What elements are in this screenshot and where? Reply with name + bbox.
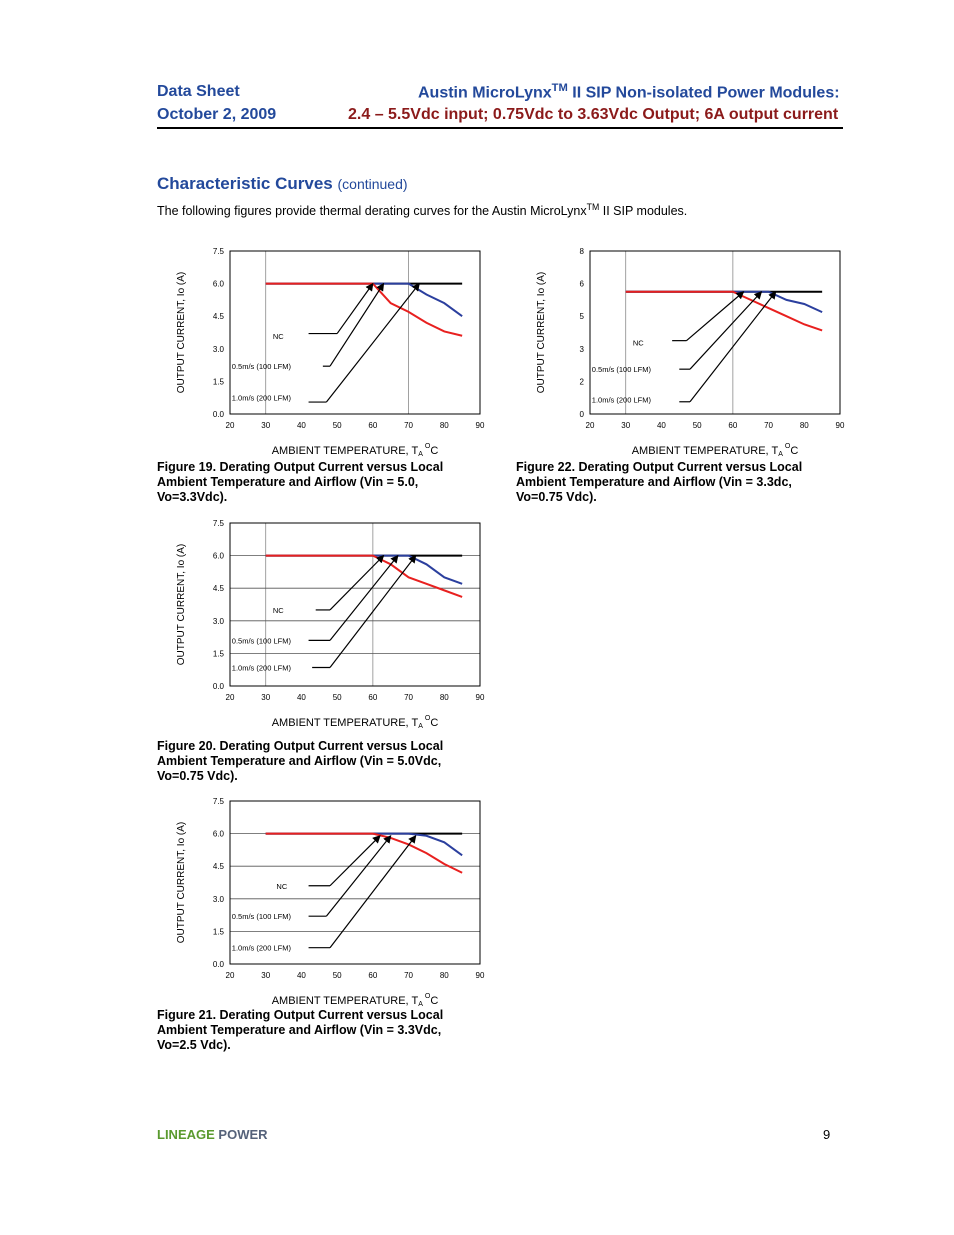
x-axis-label-main: AMBIENT TEMPERATURE, T: [271, 995, 419, 1007]
arrow-100lfm: [326, 836, 390, 916]
x-tick-label-0: 20: [225, 693, 235, 702]
arrow-100lfm: [690, 292, 761, 369]
chart-figure-19: [150, 240, 490, 460]
x-tick-label-0: 20: [225, 421, 235, 430]
chart-figure-20: [150, 512, 490, 734]
y-axis-label: OUTPUT CURRENT, Io (A): [176, 821, 187, 944]
y-tick-label-4: 6.0: [212, 829, 224, 839]
x-tick-label-0: 20: [585, 421, 595, 430]
x-axis-label-degree: O: [424, 993, 431, 1000]
x-tick-label-6: 80: [799, 421, 809, 430]
y-tick-label-4: 6: [579, 279, 584, 289]
x-axis-label-subscript: A: [418, 1001, 423, 1008]
x-tick-label-6: 80: [439, 971, 449, 980]
intro-suffix: II SIP modules.: [599, 204, 688, 219]
y-tick-label-1: 2: [579, 377, 584, 387]
y-tick-label-3: 4.5: [212, 862, 224, 872]
footer-brand-lineage: LINEAGE: [157, 1127, 215, 1142]
header-tm: TM: [551, 82, 568, 94]
chart-figure-22: [510, 240, 850, 460]
header-date: October 2, 2009: [157, 106, 277, 123]
y-tick-label-0: 0: [579, 410, 584, 419]
y-tick-label-3: 4.5: [212, 584, 224, 594]
x-axis-label: [272, 715, 439, 730]
caption-figure-20: Figure 20. Derating Output Current versus Local Ambient Temperature and Airflow (Vin = 5.0Vdc, Vo=0.75 Vdc).: [157, 739, 444, 783]
chart-figure-21: [150, 790, 490, 1010]
y-tick-label-5: 8: [579, 247, 584, 256]
y-tick-label-4: 6.0: [212, 551, 224, 561]
y-tick-label-2: 3.0: [212, 894, 224, 904]
x-tick-label-2: 40: [296, 971, 306, 980]
y-tick-label-5: 7.5: [212, 247, 224, 256]
caption-figure-21: Figure 21. Derating Output Current versus Local Ambient Temperature and Airflow (Vin = 3.3Vdc, Vo=2.5 Vdc).: [157, 1008, 444, 1052]
caption-figure-19: Figure 19. Derating Output Current versus Local Ambient Temperature and Airflow (Vin = 5.0, Vo=3.3Vdc).: [157, 460, 444, 504]
arrow-nc: [330, 836, 380, 886]
arrow-100lfm: [330, 556, 398, 641]
header-rule: [157, 127, 843, 129]
x-axis-label: [632, 443, 799, 458]
section-title-main: Characteristic Curves: [157, 174, 333, 193]
arrow-200lfm: [326, 284, 419, 402]
y-tick-label-2: 3.0: [212, 616, 224, 626]
x-axis-label-unit: C: [430, 995, 439, 1007]
x-tick-label-4: 60: [368, 421, 378, 430]
y-tick-label-0: 0.0: [212, 410, 224, 419]
y-tick-label-0: 0.0: [212, 682, 224, 691]
y-axis-label: OUTPUT CURRENT, Io (A): [536, 271, 547, 394]
y-tick-label-5: 7.5: [212, 519, 224, 528]
x-tick-label-2: 40: [296, 421, 306, 430]
header-product-name: Austin MicroLynx: [418, 84, 552, 102]
y-tick-label-1: 1.5: [212, 377, 224, 387]
plot-area: [230, 251, 480, 414]
y-tick-label-1: 1.5: [212, 649, 224, 659]
y-tick-label-5: 7.5: [212, 797, 224, 806]
x-axis-label-degree: O: [424, 443, 431, 450]
section-title: [157, 174, 408, 194]
y-tick-label-3: 4.5: [212, 312, 224, 322]
header-product-spec: 2.4 – 5.5Vdc input; 0.75Vdc to 3.63Vdc Output; 6A output current: [348, 106, 839, 123]
y-tick-label-4: 6.0: [212, 279, 224, 289]
x-axis-label-degree: O: [784, 443, 791, 450]
series-annotation-200lfm: 1.0m/s (200 LFM): [231, 663, 291, 673]
y-tick-label-3: 5: [579, 312, 584, 322]
x-tick-label-7: 90: [475, 421, 485, 430]
x-tick-label-7: 90: [475, 971, 485, 980]
series-annotation-nc: NC: [272, 605, 284, 615]
series-annotation-nc: NC: [272, 331, 284, 341]
x-tick-label-3: 50: [332, 421, 342, 430]
series-annotation-100lfm: 0.5m/s (100 LFM): [231, 636, 291, 646]
y-axis-label: OUTPUT CURRENT, Io (A): [176, 271, 187, 394]
x-axis-label-subscript: A: [418, 451, 423, 458]
series-annotation-200lfm: 1.0m/s (200 LFM): [231, 393, 291, 403]
series-line-100lfm: [266, 556, 462, 584]
footer-brand: [157, 1127, 268, 1142]
plot-area: [230, 801, 480, 964]
y-tick-label-0: 0.0: [212, 960, 224, 969]
caption-figure-22: Figure 22. Derating Output Current versus Local Ambient Temperature and Airflow (Vin = 3.3dc, Vo=0.75 Vdc).: [516, 460, 803, 504]
y-tick-label-2: 3: [579, 344, 584, 354]
x-axis-label: [272, 443, 439, 458]
series-annotation-100lfm: 0.5m/s (100 LFM): [231, 362, 291, 372]
x-axis-label-main: AMBIENT TEMPERATURE, T: [631, 445, 779, 457]
x-tick-label-3: 50: [332, 971, 342, 980]
arrow-100lfm: [330, 284, 384, 367]
series-annotation-nc: NC: [632, 338, 644, 348]
x-tick-label-4: 60: [368, 693, 378, 702]
x-axis-label-unit: C: [430, 445, 439, 457]
x-axis-label-main: AMBIENT TEMPERATURE, T: [271, 445, 419, 457]
header-data-sheet: Data Sheet: [157, 83, 240, 100]
series-annotation-200lfm: 1.0m/s (200 LFM): [591, 395, 651, 405]
series-annotation-100lfm: 0.5m/s (100 LFM): [591, 365, 651, 375]
x-axis-label-subscript: A: [778, 451, 783, 458]
y-tick-label-2: 3.0: [212, 344, 224, 354]
section-title-continued: (continued): [337, 176, 408, 192]
header-product-suffix: II SIP Non-isolated Power Modules:: [567, 84, 840, 102]
x-tick-label-6: 80: [439, 421, 449, 430]
x-tick-label-1: 30: [261, 971, 271, 980]
x-axis-label: [272, 993, 439, 1008]
x-tick-label-1: 30: [261, 693, 271, 702]
x-tick-label-6: 80: [439, 693, 449, 702]
footer-brand-power: POWER: [214, 1127, 268, 1142]
x-tick-label-4: 60: [728, 421, 738, 430]
intro-text: The following figures provide thermal derating curves for the Austin MicroLynx: [157, 204, 587, 219]
x-axis-label-unit: C: [790, 445, 799, 457]
x-tick-label-7: 90: [835, 421, 845, 430]
arrow-nc: [686, 292, 743, 341]
arrow-200lfm: [330, 836, 416, 948]
x-tick-label-3: 50: [332, 693, 342, 702]
x-tick-label-5: 70: [764, 421, 774, 430]
series-annotation-100lfm: 0.5m/s (100 LFM): [231, 912, 291, 922]
x-tick-label-0: 20: [225, 971, 235, 980]
x-tick-label-5: 70: [404, 971, 414, 980]
series-line-100lfm: [266, 284, 462, 317]
x-axis-label-unit: C: [430, 717, 439, 729]
section-intro: [157, 202, 687, 218]
intro-tm: TM: [586, 202, 600, 212]
x-axis-label-subscript: A: [418, 723, 423, 730]
series-line-200lfm: [266, 834, 462, 873]
x-tick-label-7: 90: [475, 693, 485, 702]
x-tick-label-1: 30: [621, 421, 631, 430]
x-tick-label-3: 50: [692, 421, 702, 430]
series-annotation-nc: NC: [276, 881, 288, 891]
x-axis-label-main: AMBIENT TEMPERATURE, T: [271, 717, 419, 729]
plot-area: [590, 251, 840, 414]
series-line-200lfm: [626, 292, 822, 331]
x-tick-label-5: 70: [404, 693, 414, 702]
x-tick-label-1: 30: [261, 421, 271, 430]
x-axis-label-degree: O: [424, 715, 431, 722]
series-line-200lfm: [266, 284, 462, 336]
x-tick-label-5: 70: [404, 421, 414, 430]
series-annotation-200lfm: 1.0m/s (200 LFM): [231, 943, 291, 953]
x-tick-label-2: 40: [656, 421, 666, 430]
x-tick-label-4: 60: [368, 971, 378, 980]
page-number: 9: [823, 1127, 831, 1142]
header-product-title: [418, 82, 840, 102]
y-tick-label-1: 1.5: [212, 927, 224, 937]
plot-area: [230, 523, 480, 686]
x-tick-label-2: 40: [296, 693, 306, 702]
y-axis-label: OUTPUT CURRENT, Io (A): [176, 543, 187, 666]
